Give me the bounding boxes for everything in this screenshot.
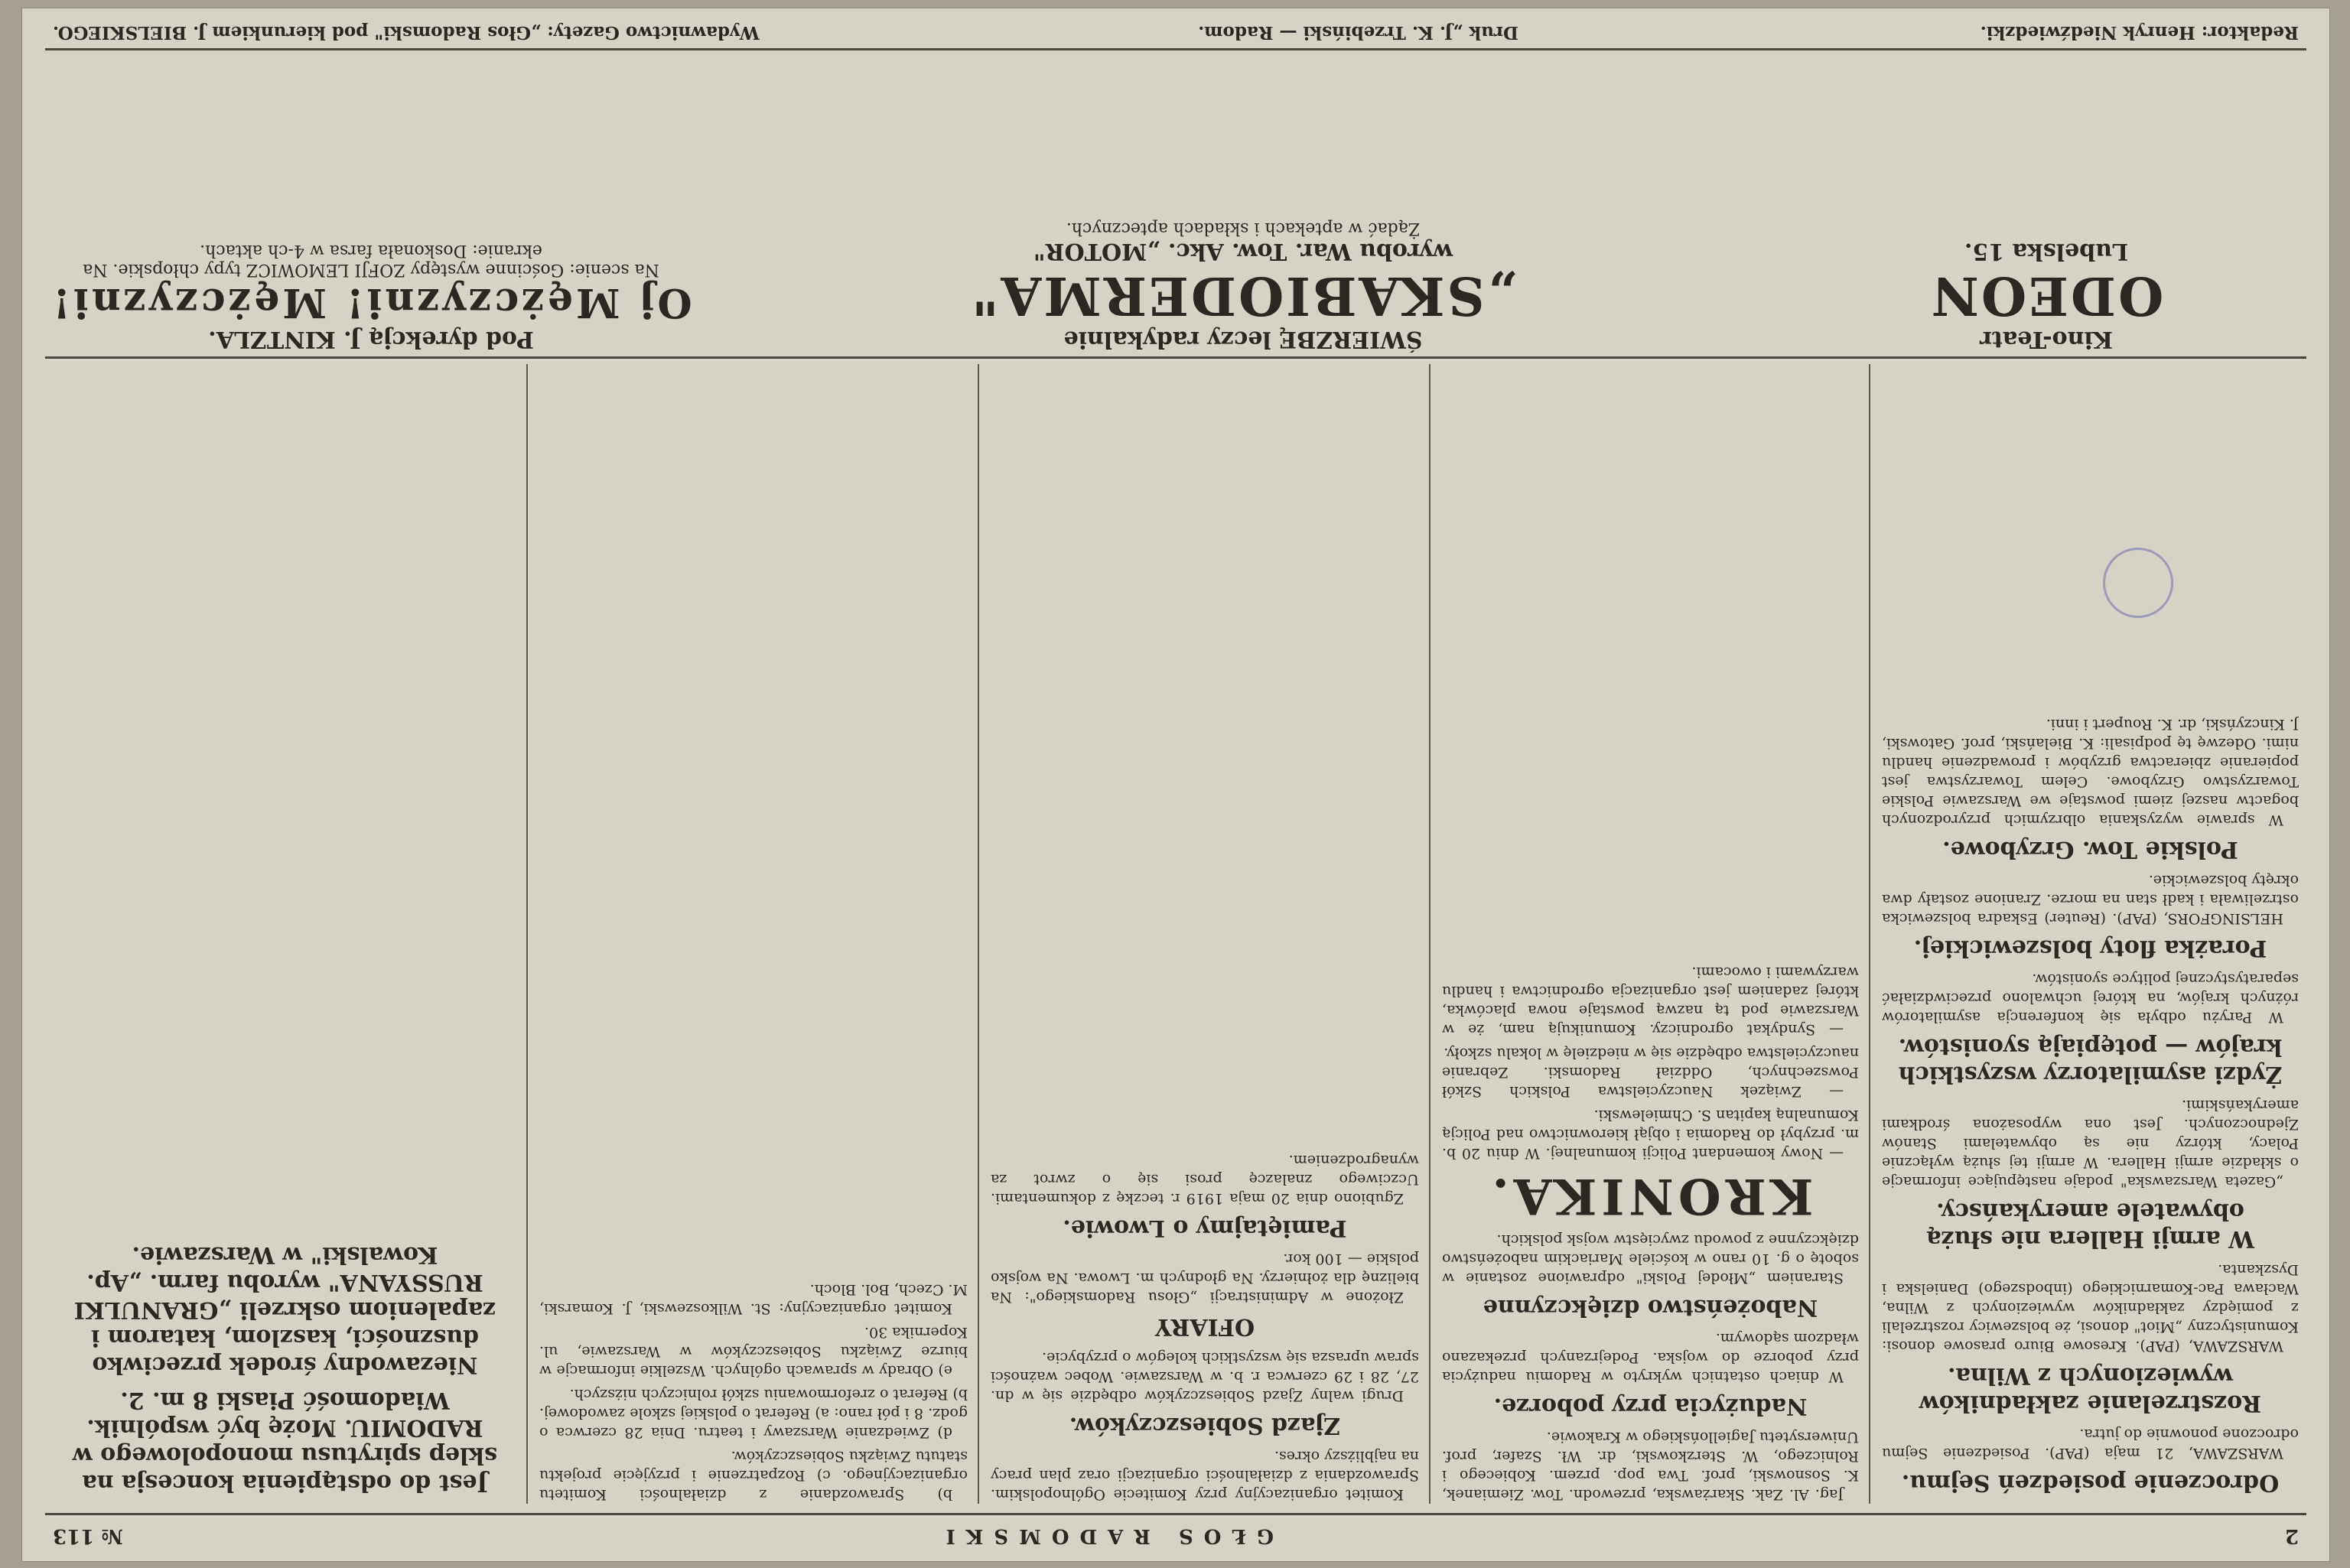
column-5 — [54, 364, 516, 1504]
column-1 — [1882, 364, 2299, 1504]
library-stamp — [2103, 548, 2173, 618]
headline: OFIARY — [1154, 1313, 1255, 1340]
ad-line: „SKABIODERMA" — [969, 265, 1517, 326]
ad-kino-odeon — [1794, 54, 2299, 353]
article-text: Staraniem „Młodej Polski" odprawione zostanie w sobotę o g. 10 rano w kościele Mariackim nabożeństwo dziękczynne z powodu zwycięstw wojsk polskich. — [1442, 1231, 1859, 1287]
headline: Zjazd Sobieszczyków. — [1069, 1412, 1341, 1439]
article-text: — Nowy komendant Policji komunalnej. W dniu 20 b. m. przybył do Radomia i objął kierownictwo nad Policją Komunalną kapitan S. Chmielewski. — [1442, 1107, 1859, 1162]
article-text: e) Obrady w sprawach ogólnych. Wszelkie informacje w biurze Związku Sobieszczyków w Warszawie, ul. Kopernika 30. — [539, 1324, 968, 1379]
article-text: HELSINGFORS, (PAP). (Reuter) Eskadra bolszewicka ostrzeliwała i kadł stan na morze. Zranione zostały dwa okręty bolszewickie. — [1882, 872, 2299, 927]
ad-line: Na scenie: Gościnne występy ZOFJI LEMOWICZ typy chłopskie. Na ekranie: Doskonała farsa w 4-ch aktach. — [83, 241, 659, 279]
page-number: 2 — [2284, 1524, 2299, 1547]
article-text: W dniach ostatnich wykryto w Radomiu nadużycia przy poborze do wojska. Podejrzanych przekazano władzom sądowym. — [1442, 1330, 1859, 1385]
ads-rule — [45, 356, 2306, 359]
article-text: — Syndykat ogrodniczy. Komunikują nam, że w Warszawie pod tą nazwą powstaje nowa placówka, której zadaniem jest organizacja ogrodnictwa i handlu warzywami i owocami. — [1442, 964, 1859, 1038]
article-text: Jag. Al. Zak. Skarżawska, przewodn. Tow. Ziemianek, K. Sosnowski, prof. Twa pop. przem. Kobiecego i Rolniczego, W. Sterzkowski, dr. Wł. Szafer, prof. Uniwersytetu Jagiellońskiego w Krakowie. — [1442, 1429, 1859, 1503]
article-text: — Związek Nauczycielstwa Polskich Szkół Powszechnych, Oddział Radomski. Zebranie nauczycielstwa odbędzie się w niedzielę w lokalu szkoły. — [1442, 1045, 1859, 1100]
article-text: WARSZAWA, 21 maja (PAP). Posiedzenie Sejmu odroczone ponownie do jutra. — [1882, 1426, 2299, 1462]
footer-rule — [45, 48, 2306, 50]
newspaper-page-rotated — [22, 8, 2329, 1561]
article-text: Drugi walny Zjazd Sobieszczyków odbędzie się w dn. 27, 28 i 29 czerwca r. b. w Warszawie. Wobec ważności spraw uprasza się wszystkich kolegów o przybycie. — [991, 1349, 1419, 1404]
column-2 — [1442, 364, 1859, 1504]
section-title-kronika: KRONIKA. — [1487, 1167, 1814, 1225]
ad-line: Pod dyrekcją J. KINTZLA. — [208, 326, 534, 353]
advertisement-text: Jest do odstąpienia koncesja na sklep spirytusu monopolowego w RADOMIU. Możę być wspólnik. Wiadomość Piaski 8 m. 2. — [72, 1387, 498, 1496]
ad-line: ODEON — [1928, 265, 2164, 326]
ad-line: wyrobu War. Tow. Akc. „MOTOR" — [1033, 238, 1453, 265]
ad-line: Lubelska 15. — [1964, 238, 2129, 265]
headline: Pamiętajmy o Lwowie. — [1063, 1215, 1347, 1241]
article-text: W sprawie wyzyskania olbrzymich przyrodzonych bogactw naszej ziemi powstaje we Warszawie Polskie Towarzystwo Grzybowe. Celem Towarzystwa jest popieranie zbieractwa grzybów i prowadzenie handlu nimi. Odezwę tę podpisali: K. Bielański, prof. Gatowski, J. Kinczyński, dr. K. Roupert i inni. — [1882, 716, 2299, 828]
issue-number: № 113 — [53, 1524, 123, 1547]
footer-publisher: Wydawnictwo Gazety: „Głos Radomski" pod kierunkiem J. BIELSKIEGO. — [53, 22, 760, 43]
headline: Żydzi asymilatorzy wszystkich krajów — potępiają syonistów. — [1898, 1033, 2283, 1088]
footer-editor: Redaktor: Henryk Niedźwiedzki. — [1980, 22, 2299, 43]
ad-skabioderma — [708, 54, 1779, 353]
article-text: „Gazeta Warszawska" podaje następujące informacje o składzie armji Hallera. W armji tej służą wyłącznie Polacy, którzy nie są obywatelami Stanów Zjednoczonych. Jest ona wyposażona środkami amerykańskimi. — [1882, 1097, 2299, 1190]
masthead-title: GŁOS RADOMSKI — [935, 1524, 1274, 1547]
column-divider — [1429, 364, 1431, 1504]
column-4 — [539, 364, 968, 1504]
headline: W armji Hallera nie służą obywatele amerykańscy. — [1926, 1198, 2254, 1252]
article-text: WARSZAWA, (PAP). Kresowe Biuro prasowe donosi: Komunistyczny „Miot" donosi, że bolszewicy rozstrzelali z pomiędzy zakładników wywiezionych z Wilna, Wacława Pac-Komarnickiego (inbodszego) Danielska i Dyszkanta. — [1882, 1261, 2299, 1355]
ad-line: ŚWIERZBĘ leczy radykalnie — [1063, 326, 1423, 353]
article-text: Zgubiono dnia 20 maja 1919 r. teczkę z dokumentami. Uczciwego znalazcę prosi się o zwrot za wynagrodzeniem. — [991, 1152, 1419, 1207]
article-text: d) Zwiedzanie Warszawy i teatru. Dnia 28 czerwca o godz. 8 i pół rano: a) Referat o polskiej szkole zawodowej. b) Referat o zreformowaniu szkół rolniczych niższych. — [539, 1386, 968, 1441]
footer-printer: Druk „J. K. Trzebiński — Radom. — [1198, 22, 1518, 43]
headline: Rozstrzelanie zakładników wywiezionych z Wilna. — [1919, 1362, 2262, 1417]
headline: Porażka floty bolszewickiej. — [1913, 935, 2267, 961]
headline: Nadużycia przy poborze. — [1493, 1393, 1808, 1420]
column-divider — [1869, 364, 1870, 1504]
column-divider — [526, 364, 528, 1504]
ad-line: Oj Mężczyzni! Mężczyzni! — [50, 279, 692, 326]
advertisement-text: Niezawodny środek przeciwko duszności, kaszlom, katarom i zapaleniom oskrzeli „GRANULKI RUSSYANA" wyrobu farm. „Ap. Kowalski" w Warszawie. — [73, 1241, 496, 1378]
column-divider — [978, 364, 979, 1504]
ad-theatre-program — [50, 54, 692, 353]
column-3 — [991, 364, 1419, 1504]
headline: Odroczenie posiedzeń Sejmu. — [1901, 1469, 2280, 1496]
article-text: Złożone w Administracji „Głosu Radomskiego": Na bieliznę dla żołnierzy. Na głodnych m. Lwowa. Na wojsko polskie — 100 kor. — [991, 1251, 1419, 1306]
newspaper-sheet — [21, 8, 2330, 1562]
headline: Nabożeństwo dziękczynne — [1483, 1294, 1818, 1321]
article-text: b) Sprawozdanie z działalności Komitetu organizacyjnego. c) Rozpatrzenie i przyjęcie projektu statutu Związku Sobieszczyków. — [539, 1448, 968, 1503]
header-rule — [45, 1513, 2306, 1515]
article-text: Komitet organizacyjny: St. Wilkoszewski, J. Komarski, M. Czech, Bol. Bloch. — [539, 1281, 968, 1317]
article-text: Komitet organizacyjny przy Komitecie Ogólnopolskim. Sprawozdania z działalności organizacji oraz plan pracy na najbliższy okres. — [991, 1448, 1419, 1503]
ad-line: Żądać w aptekach i składach aptecznych. — [1066, 219, 1421, 238]
article-text: W Paryżu odbyła się konferencja asymilatorów różnych krajów, na której uchwalono przeciwdziałać separatystycznej polityce syonistów. — [1882, 971, 2299, 1026]
headline: Polskie Tow. Grzybowe. — [1942, 836, 2238, 863]
ad-line: Kino-Teatr — [1980, 326, 2113, 353]
